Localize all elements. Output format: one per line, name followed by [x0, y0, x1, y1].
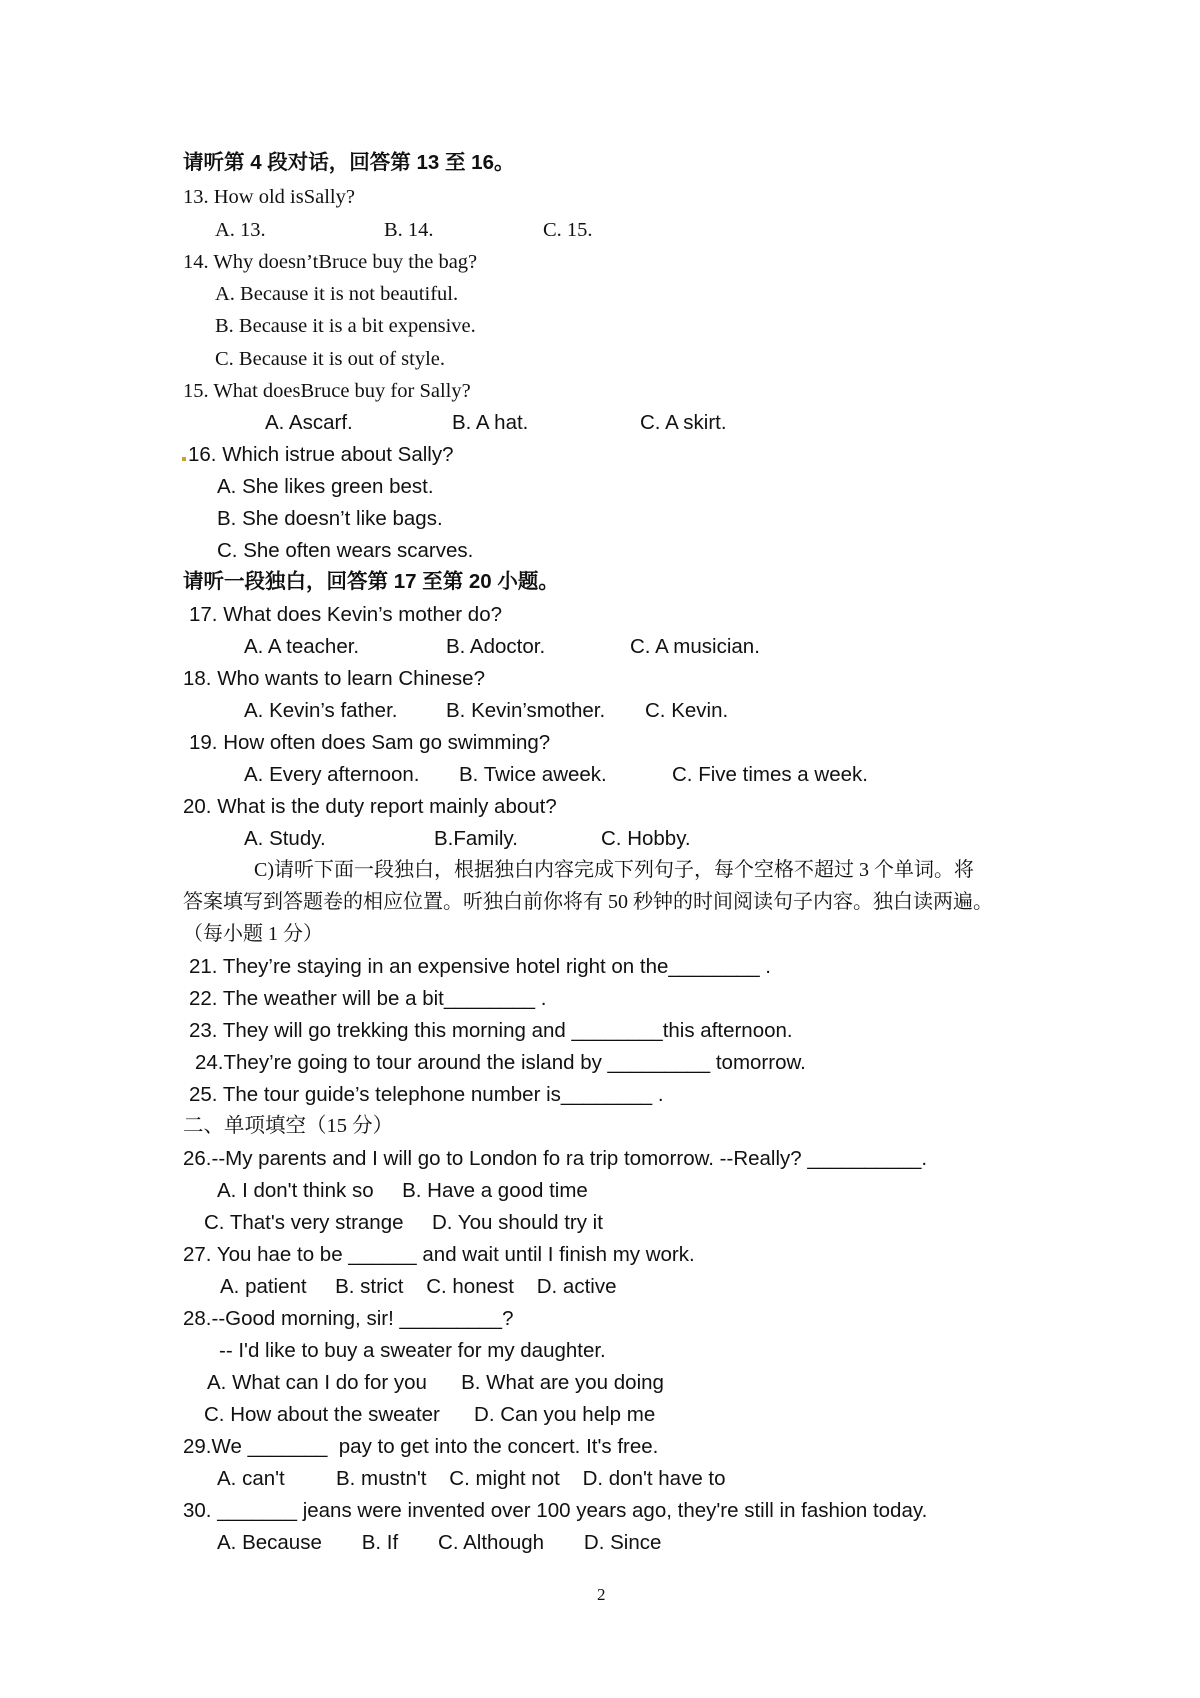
q30-stem: 30. _______ jeans were invented over 100 years ago, they're still in fashion today. — [183, 1499, 928, 1522]
q13-option-b: B. 14. — [384, 219, 434, 241]
q15-option-a: A. Ascarf. — [265, 411, 353, 434]
q16-stem: 16. Which istrue about Sally? — [188, 443, 454, 466]
q17-option-c: C. A musician. — [630, 635, 760, 658]
q15-stem: 15. What doesBruce buy for Sally? — [183, 380, 471, 402]
q14-option-a: A. Because it is not beautiful. — [215, 283, 459, 305]
q27-options: A. patient B. strict C. honest D. active — [220, 1275, 617, 1298]
q18-option-b: B. Kevin’smother. — [446, 699, 606, 722]
part-c-instruction-line-1: C)请听下面一段独白，根据独白内容完成下列句子，每个空格不超过 3 个单词。将 — [254, 859, 974, 881]
q30-options: A. Because B. If C. Although D. Since — [217, 1531, 662, 1554]
q19-option-c: C. Five times a week. — [672, 763, 868, 786]
q19-option-a: A. Every afternoon. — [244, 763, 420, 786]
q18-option-c: C. Kevin. — [645, 699, 729, 722]
q24-sentence: 24.They’re going to tour around the island by _________ tomorrow. — [195, 1051, 806, 1074]
q28-stem: 28.--Good morning, sir! _________? — [183, 1307, 514, 1330]
q13-option-a: A. 13. — [215, 219, 266, 241]
q13-option-c: C. 15. — [543, 219, 593, 241]
section-4-header: 请听第 4 段对话，回答第 13 至 16。 — [183, 151, 515, 174]
q16-option-a: A. She likes green best. — [217, 475, 434, 498]
section-2-header: 二、单项填空（15 分） — [183, 1115, 394, 1137]
q20-option-c: C. Hobby. — [601, 827, 691, 850]
q17-option-b: B. Adoctor. — [446, 635, 546, 658]
part-c-instruction-line-2: 答案填写到答题卷的相应位置。听独白前你将有 50 秒钟的时间阅读句子内容。独白读两遍。 — [183, 891, 993, 913]
q18-option-a: A. Kevin’s father. — [244, 699, 398, 722]
q23-sentence: 23. They will go trekking this morning and ________this afternoon. — [189, 1019, 793, 1042]
q16-option-b: B. She doesn’t like bags. — [217, 507, 443, 530]
q26-options-row-1: A. I don't think so B. Have a good time — [217, 1179, 588, 1202]
margin-mark — [182, 457, 186, 461]
q14-option-c: C. Because it is out of style. — [215, 348, 446, 370]
q26-stem: 26.--My parents and I will go to London fo ra trip tomorrow. --Really? __________. — [183, 1147, 928, 1170]
q15-option-b: B. A hat. — [452, 411, 529, 434]
q25-sentence: 25. The tour guide’s telephone number is________ . — [189, 1083, 664, 1106]
q14-option-b: B. Because it is a bit expensive. — [215, 315, 476, 337]
q28-options-row-2: C. How about the sweater D. Can you help me — [204, 1403, 656, 1426]
q29-options: A. can't B. mustn't C. might not D. don't have to — [217, 1467, 726, 1490]
q15-option-c: C. A skirt. — [640, 411, 727, 434]
page-number: 2 — [597, 1585, 606, 1604]
q14-stem: 14. Why doesn’tBruce buy the bag? — [183, 251, 478, 273]
q26-options-row-2: C. That's very strange D. You should try it — [204, 1211, 603, 1234]
q28-options-row-1: A. What can I do for you B. What are you doing — [207, 1371, 664, 1394]
q19-option-b: B. Twice aweek. — [459, 763, 607, 786]
q18-stem: 18. Who wants to learn Chinese? — [183, 667, 485, 690]
q20-option-b: B.Family. — [434, 827, 518, 850]
q27-stem: 27. You hae to be ______ and wait until I finish my work. — [183, 1243, 695, 1266]
q17-stem: 17. What does Kevin’s mother do? — [189, 603, 502, 626]
q13-stem: 13. How old isSally? — [183, 186, 355, 208]
q19-stem: 19. How often does Sam go swimming? — [189, 731, 551, 754]
q29-stem: 29.We _______ pay to get into the concert. It's free. — [183, 1435, 659, 1458]
part-c-instruction-line-3: （每小题 1 分） — [183, 923, 323, 945]
monologue-header: 请听一段独白，回答第 17 至第 20 小题。 — [183, 570, 559, 593]
q20-option-a: A. Study. — [244, 827, 326, 850]
q16-option-c: C. She often wears scarves. — [217, 539, 474, 562]
q28-reply: -- I'd like to buy a sweater for my daughter. — [219, 1339, 606, 1362]
q20-stem: 20. What is the duty report mainly about? — [183, 795, 557, 818]
q21-sentence: 21. They’re staying in an expensive hotel right on the________ . — [189, 955, 771, 978]
q17-option-a: A. A teacher. — [244, 635, 360, 658]
q22-sentence: 22. The weather will be a bit________ . — [189, 987, 547, 1010]
